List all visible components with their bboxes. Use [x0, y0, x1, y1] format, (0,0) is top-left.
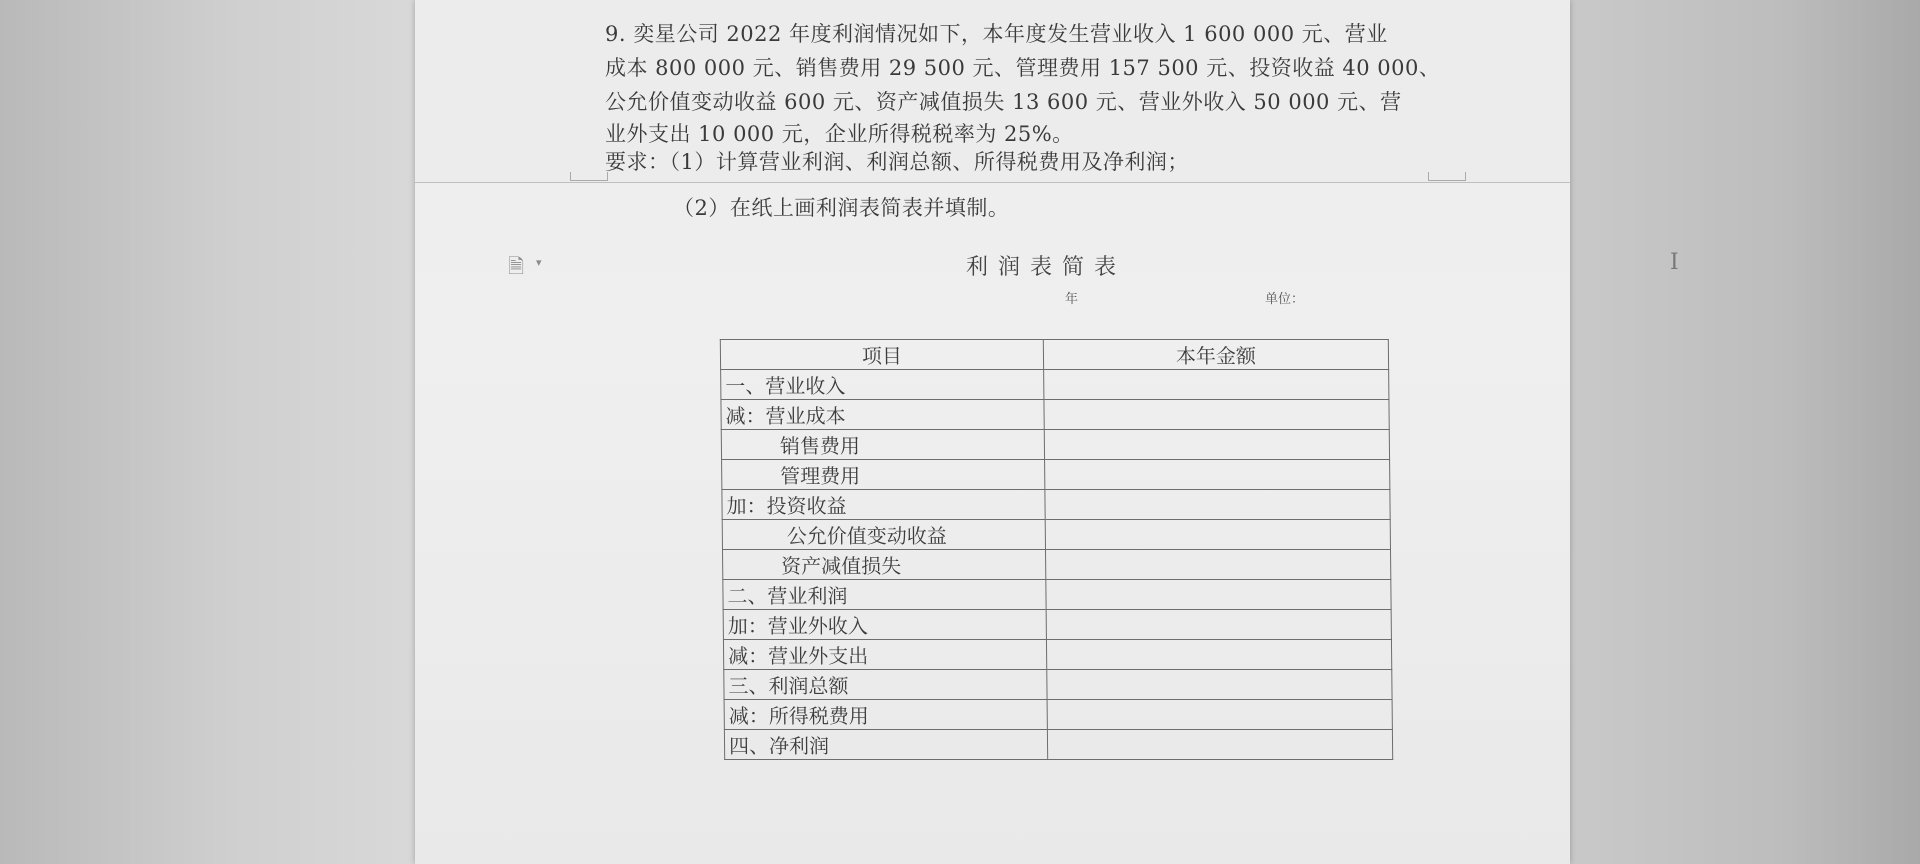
row-label: 加：营业外收入	[723, 610, 1046, 640]
table-row	[723, 610, 1391, 640]
column-header-amount: 本年金额	[1043, 340, 1388, 370]
row-amount[interactable]	[1047, 700, 1392, 730]
row-label: 销售费用	[721, 430, 1044, 460]
table-row	[721, 370, 1389, 400]
table-row	[724, 700, 1392, 730]
question-line-1: 9. 奕星公司 2022 年度利润情况如下，本年度发生营业收入 1 600 000 元、营业	[605, 22, 1388, 46]
table-header-row	[720, 340, 1388, 370]
requirement-line-2: （2）在纸上画利润表简表并填制。	[673, 196, 1010, 220]
report-unit-label: 单位：	[1265, 292, 1305, 307]
row-label: 加：投资收益	[722, 490, 1045, 520]
row-amount[interactable]	[1047, 730, 1392, 760]
table-row	[724, 730, 1392, 760]
row-label: 四、净利润	[724, 730, 1047, 760]
table-row	[722, 520, 1390, 550]
column-header-item: 项目	[720, 340, 1043, 370]
requirement-line-1: 要求：（1）计算营业利润、利润总额、所得税费用及净利润；	[605, 150, 1189, 174]
row-label: 管理费用	[722, 460, 1045, 490]
row-amount[interactable]	[1045, 460, 1390, 490]
row-amount[interactable]	[1045, 520, 1390, 550]
row-amount[interactable]	[1046, 610, 1391, 640]
row-label: 减：营业成本	[721, 400, 1044, 430]
document-icon[interactable]: 🗎	[508, 254, 525, 278]
page-corner-mark-left	[570, 172, 608, 181]
table-row	[723, 550, 1391, 580]
background-right	[1570, 0, 1920, 864]
row-amount[interactable]	[1044, 400, 1389, 430]
row-label: 二、营业利润	[723, 580, 1046, 610]
row-amount[interactable]	[1046, 550, 1391, 580]
question-line-4: 业外支出 10 000 元，企业所得税税率为 25%。	[605, 122, 1074, 146]
report-title: 利润表简表	[966, 255, 1127, 280]
report-year-label: 年	[1065, 292, 1079, 307]
page-corner-mark-right	[1428, 172, 1466, 181]
row-amount[interactable]	[1046, 580, 1391, 610]
table-row	[722, 460, 1390, 490]
row-label: 三、利润总额	[724, 670, 1047, 700]
chevron-down-icon[interactable]: ▾	[536, 256, 542, 269]
row-amount[interactable]	[1045, 490, 1390, 520]
row-amount[interactable]	[1046, 640, 1391, 670]
table-row	[724, 670, 1392, 700]
table-row	[723, 580, 1391, 610]
row-label: 减：营业外支出	[723, 640, 1046, 670]
table-row	[722, 490, 1390, 520]
question-line-3: 公允价值变动收益 600 元、资产减值损失 13 600 元、营业外收入 50 000 元、营	[605, 90, 1402, 114]
table-row	[721, 400, 1389, 430]
row-amount[interactable]	[1044, 370, 1389, 400]
row-label: 减：所得税费用	[724, 700, 1047, 730]
table-row	[721, 430, 1389, 460]
row-label: 公允价值变动收益	[722, 520, 1045, 550]
row-amount[interactable]	[1047, 670, 1392, 700]
income-statement-table	[720, 339, 1393, 760]
table-row	[723, 640, 1391, 670]
text-cursor-icon: I	[1670, 250, 1679, 275]
row-label: 一、营业收入	[721, 370, 1044, 400]
row-label: 资产减值损失	[723, 550, 1046, 580]
question-line-2: 成本 800 000 元、销售费用 29 500 元、管理费用 157 500 元、投资收益 40 000、	[605, 56, 1441, 80]
row-amount[interactable]	[1044, 430, 1389, 460]
